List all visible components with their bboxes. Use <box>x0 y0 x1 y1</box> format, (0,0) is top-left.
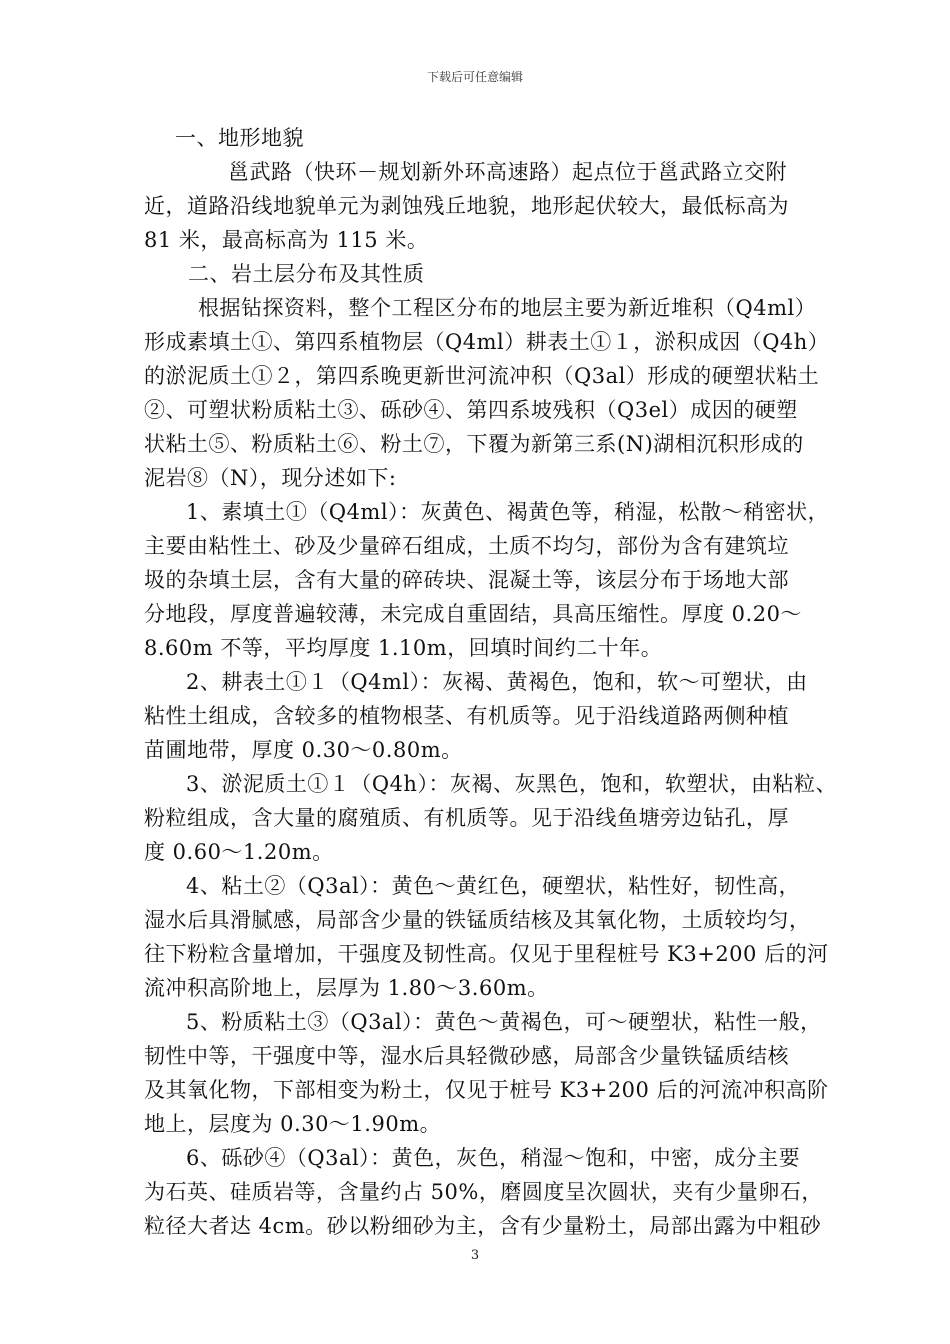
page-header: 下载后可任意编辑 <box>426 70 523 84</box>
paragraph-line: 3、淤泥质土①１（Q4h）：灰褐、灰黑色，饱和，软塑状，由粘粒、 <box>186 772 837 796</box>
paragraph-line: 韧性中等，干强度中等，湿水后具轻微砂感，局部含少量铁锰质结核 <box>144 1044 789 1068</box>
paragraph-line: 圾的杂填土层，含有大量的碎砖块、混凝土等，该层分布于场地大部 <box>144 568 789 592</box>
paragraph-line: 度 0.60～1.20m。 <box>144 840 334 864</box>
paragraph-line: 8.60m 不等，平均厚度 1.10m，回填时间约二十年。 <box>144 636 663 660</box>
paragraph-line: 状粘土⑤、粉质粘土⑥、粉土⑦，下覆为新第三系(N)湖相沉积形成的 <box>144 432 804 456</box>
paragraph-line: 5、粉质粘土③（Q3al）：黄色～黄褐色，可～硬塑状，粘性一般， <box>186 1010 822 1034</box>
paragraph-line: 根据钻探资料，整个工程区分布的地层主要为新近堆积（Q4ml） <box>198 296 817 320</box>
paragraph-line: 近，道路沿线地貌单元为剥蚀残丘地貌，地形起伏较大，最低标高为 <box>144 194 789 218</box>
paragraph-line: 苗圃地带，厚度 0.30～0.80m。 <box>144 738 463 762</box>
paragraph-line: 的淤泥质土①２，第四系晚更新世河流冲积（Q3al）形成的硬塑状粘土 <box>144 364 820 388</box>
paragraph-line: 主要由粘性土、砂及少量碎石组成，土质不均匀，部份为含有建筑垃 <box>144 534 789 558</box>
paragraph-line: ②、可塑状粉质粘土③、砾砂④、第四系坡残积（Q3el）成因的硬塑 <box>144 398 798 422</box>
heading-strata: 二、岩土层分布及其性质 <box>188 262 425 286</box>
paragraph-line: 为石英、硅质岩等，含量约占 50%，磨圆度呈次圆状，夹有少量卵石， <box>144 1180 823 1204</box>
paragraph-line: 邕武路（快环－规划新外环高速路）起点位于邕武路立交附 <box>228 160 787 184</box>
paragraph-line: 流冲积高阶地上，层厚为 1.80～3.60m。 <box>144 976 549 1000</box>
paragraph-line: 分地段，厚度普遍较薄，未完成自重固结，具高压缩性。厚度 0.20～ <box>144 602 802 626</box>
paragraph-line: 粉粒组成，含大量的腐殖质、有机质等。见于沿线鱼塘旁边钻孔，厚 <box>144 806 789 830</box>
paragraph-line: 及其氧化物，下部相变为粉土，仅见于桩号 K3+200 后的河流冲积高阶 <box>144 1078 829 1102</box>
paragraph-line: 2、耕表土①１（Q4ml）：灰褐、黄褐色，饱和，软～可塑状，由 <box>186 670 808 694</box>
paragraph-line: 粘性土组成，含较多的植物根茎、有机质等。见于沿线道路两侧种植 <box>144 704 789 728</box>
paragraph-line: 81 米，最高标高为 115 米。 <box>144 228 429 252</box>
paragraph-line: 形成素填土①、第四系植物层（Q4ml）耕表土①１，淤积成因（Q4h） <box>144 330 830 354</box>
paragraph-line: 湿水后具滑腻感，局部含少量的铁锰质结核及其氧化物，土质较均匀， <box>144 908 811 932</box>
page-number: 3 <box>470 1248 480 1263</box>
paragraph-line: 往下粉粒含量增加，干强度及韧性高。仅见于里程桩号 K3+200 后的河 <box>144 942 829 966</box>
heading-terrain: 一、地形地貌 <box>175 126 304 150</box>
paragraph-line: 粒径大者达 4cm。砂以粉细砂为主，含有少量粉土，局部出露为中粗砂 <box>144 1214 822 1238</box>
paragraph-line: 1、素填土①（Q4ml）：灰黄色、褐黄色等，稍湿，松散～稍密状， <box>186 500 830 524</box>
paragraph-line: 6、砾砂④（Q3al）：黄色，灰色，稍湿～饱和，中密，成分主要 <box>186 1146 801 1170</box>
paragraph-line: 泥岩⑧（N），现分述如下: <box>144 466 397 490</box>
paragraph-line: 地上，层度为 0.30～1.90m。 <box>144 1112 442 1136</box>
paragraph-line: 4、粘土②（Q3al）：黄色～黄红色，硬塑状，粘性好，韧性高， <box>186 874 801 898</box>
